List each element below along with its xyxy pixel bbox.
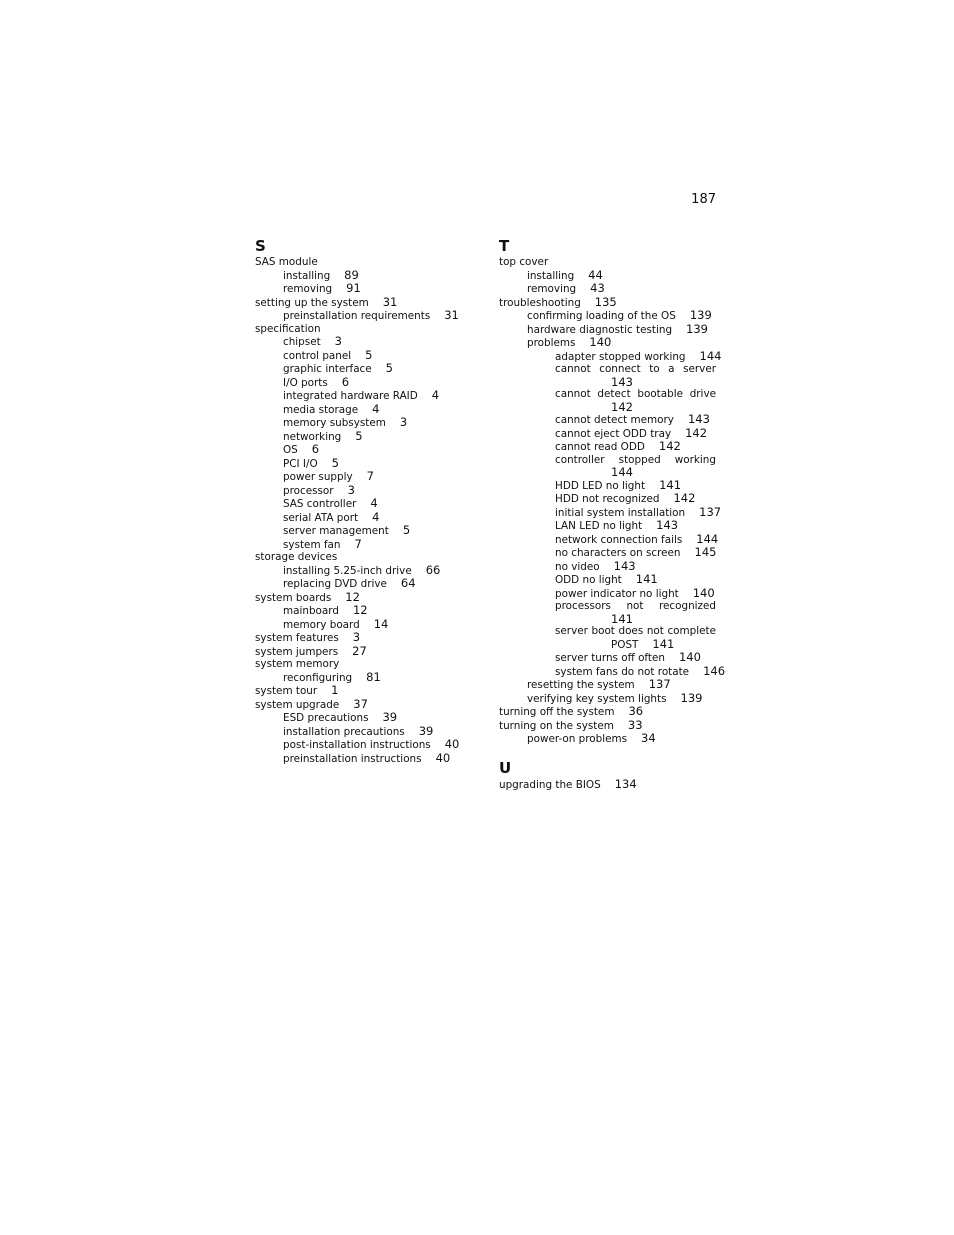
index-continuation xyxy=(555,638,716,652)
index-page-ref: 40 xyxy=(444,737,460,751)
index-entry xyxy=(499,388,716,413)
index-term: server management xyxy=(283,525,389,537)
index-page-ref: 5 xyxy=(331,455,339,470)
index-entry xyxy=(499,440,716,454)
index-continuation xyxy=(555,466,716,479)
index-term: setting up the system xyxy=(255,296,369,309)
index-term: initial system installation xyxy=(555,506,686,519)
index-page-ref: 4 xyxy=(372,509,380,524)
index-page-ref: 7 xyxy=(366,469,374,483)
index-page-ref: 12 xyxy=(345,589,360,604)
index-page-ref: 40 xyxy=(435,750,451,765)
index-entry xyxy=(255,631,480,645)
index-entry xyxy=(255,524,480,538)
index-page-ref: 144 xyxy=(611,465,633,479)
index-page-ref: 91 xyxy=(346,281,361,295)
index-page-ref: 5 xyxy=(355,428,363,443)
index-term: verifying key system lights xyxy=(527,692,667,705)
index-term: installation precautions xyxy=(283,725,405,738)
index-entry xyxy=(255,725,480,739)
index-entry xyxy=(255,752,480,766)
index-page-ref: 37 xyxy=(353,696,368,711)
index-term: cannot connect to a server xyxy=(555,363,716,375)
index-entry xyxy=(499,336,716,350)
section-letter-t: T xyxy=(499,237,510,255)
index-page-ref: 64 xyxy=(400,576,416,590)
index-page-ref: 140 xyxy=(678,650,701,664)
index-page-ref: 6 xyxy=(341,374,350,389)
index-term: system upgrade xyxy=(255,698,340,711)
index-entry xyxy=(499,309,716,323)
index-entry xyxy=(255,457,480,471)
index-page-ref: 141 xyxy=(635,572,658,586)
index-entry xyxy=(255,698,480,712)
index-term: network connection fails xyxy=(555,533,683,546)
index-page-ref: 81 xyxy=(366,669,381,684)
index-page-ref: 144 xyxy=(696,531,719,546)
index-entry xyxy=(499,651,716,665)
index-page-ref: 43 xyxy=(590,281,605,295)
index-term-continuation: POST xyxy=(611,638,639,651)
index-term: replacing DVD drive xyxy=(283,578,387,590)
index-page-ref: 4 xyxy=(372,401,380,416)
index-term: power-on problems xyxy=(527,733,628,745)
index-entry xyxy=(499,732,716,746)
index-term: post-installation instructions xyxy=(283,739,431,751)
index-term: cannot detect bootable drive xyxy=(555,388,716,400)
index-page-ref: 6 xyxy=(311,442,320,456)
index-term: system jumpers xyxy=(255,645,339,658)
index-entries-t xyxy=(499,256,726,746)
index-term: system memory xyxy=(255,658,340,670)
index-term: chipset xyxy=(283,336,321,348)
index-page-ref: 4 xyxy=(370,496,378,510)
index-term: memory subsystem xyxy=(283,417,386,429)
index-entry xyxy=(255,282,480,296)
index-entry xyxy=(255,349,480,363)
index-term: confirming loading of the OS xyxy=(527,310,676,322)
index-term: SAS controller xyxy=(283,498,357,510)
index-entry xyxy=(255,658,480,671)
index-term: removing xyxy=(527,283,577,295)
index-term: storage devices xyxy=(255,551,338,563)
index-entry xyxy=(255,538,480,552)
index-entry xyxy=(499,256,716,269)
index-entry xyxy=(499,519,716,533)
index-entry xyxy=(499,269,716,283)
index-entry xyxy=(255,443,480,457)
index-entry xyxy=(499,531,719,547)
index-term: adapter stopped working xyxy=(555,350,686,363)
index-term: cannot detect memory xyxy=(555,414,674,426)
index-entry xyxy=(255,711,480,725)
index-entry xyxy=(499,348,722,364)
index-page-ref: 142 xyxy=(673,491,696,505)
index-term: processors not recognized xyxy=(555,600,716,612)
index-entry xyxy=(255,645,480,659)
index-entry xyxy=(255,618,480,632)
index-page-ref: 142 xyxy=(658,439,681,453)
index-page-ref: 143 xyxy=(613,558,636,573)
index-page-ref: 5 xyxy=(402,523,411,537)
index-page-ref: 142 xyxy=(611,399,633,414)
index-term: problems xyxy=(527,337,576,349)
index-page-ref: 39 xyxy=(418,723,434,738)
index-page-ref: 31 xyxy=(382,294,398,309)
index-entry xyxy=(499,778,716,792)
index-page-ref: 3 xyxy=(347,482,355,497)
index-term: HDD not recognized xyxy=(555,493,660,505)
index-page-ref: 139 xyxy=(689,308,712,322)
index-page-ref: 141 xyxy=(611,611,633,626)
index-entry xyxy=(499,282,716,296)
index-term: server turns off often xyxy=(555,652,665,664)
index-term: reconfiguring xyxy=(283,671,353,684)
index-entry xyxy=(255,564,480,578)
index-page-ref: 146 xyxy=(703,663,726,678)
index-term: ESD precautions xyxy=(283,712,369,724)
index-term: processor xyxy=(283,484,334,497)
index-term: networking xyxy=(283,430,342,443)
index-entry xyxy=(499,719,716,733)
index-term: top cover xyxy=(499,256,549,268)
index-term: system fans do not rotate xyxy=(555,665,690,678)
index-term: PCI I/O xyxy=(283,457,318,470)
index-entry xyxy=(499,479,716,493)
index-page-ref: 12 xyxy=(352,603,368,617)
index-entry xyxy=(499,296,716,310)
index-page-ref: 33 xyxy=(627,717,643,732)
index-term: controller stopped working xyxy=(555,453,716,466)
index-page-ref: 44 xyxy=(588,267,603,282)
index-entry xyxy=(255,309,480,323)
index-page-ref: 7 xyxy=(354,536,362,551)
index-entry xyxy=(255,551,480,564)
index-page-ref: 4 xyxy=(431,388,440,402)
index-page-ref: 3 xyxy=(352,630,361,644)
index-term: OS xyxy=(283,444,298,456)
index-page-ref: 31 xyxy=(444,308,459,322)
index-page-ref: 139 xyxy=(680,690,703,705)
index-term: memory board xyxy=(283,618,360,631)
index-entry xyxy=(499,546,716,560)
index-entry xyxy=(499,587,716,601)
index-page-ref: 36 xyxy=(628,704,644,718)
index-term: server boot does not complete xyxy=(555,625,716,637)
index-entry xyxy=(255,362,480,376)
index-page-ref: 140 xyxy=(692,585,715,600)
index-entry xyxy=(255,416,480,430)
index-page-ref: 139 xyxy=(686,321,708,336)
section-letter-u: U xyxy=(499,758,512,777)
index-term: system features xyxy=(255,632,339,644)
index-term: no video xyxy=(555,560,600,573)
index-entry xyxy=(499,705,716,719)
index-entry xyxy=(255,511,480,525)
index-page-ref: 135 xyxy=(594,294,617,309)
index-entry xyxy=(255,738,480,752)
index-entry xyxy=(499,363,716,388)
index-term: turning on the system xyxy=(499,719,614,732)
index-page-ref: 27 xyxy=(352,643,367,658)
index-term: SAS module xyxy=(255,256,318,268)
index-page-ref: 143 xyxy=(611,374,633,389)
index-term: cannot read ODD xyxy=(555,441,645,453)
index-entry xyxy=(499,573,716,587)
index-entry xyxy=(255,403,480,417)
index-page-ref: 143 xyxy=(687,412,710,426)
index-entry xyxy=(499,504,722,520)
index-term: system fan xyxy=(283,538,341,551)
index-term: system boards xyxy=(255,591,332,604)
index-term: troubleshooting xyxy=(499,296,581,309)
index-page-ref: 5 xyxy=(385,361,393,375)
index-page-ref: 142 xyxy=(685,425,708,440)
index-page-ref: 39 xyxy=(382,710,398,724)
index-entry xyxy=(499,454,716,479)
index-page-ref: 14 xyxy=(373,616,389,631)
index-term: power supply xyxy=(283,471,353,483)
index-page-ref: 5 xyxy=(365,347,373,362)
index-term: control panel xyxy=(283,349,352,362)
index-column-right xyxy=(499,232,726,791)
index-entry xyxy=(499,323,716,337)
index-term: installing xyxy=(283,269,331,282)
index-page-ref: 141 xyxy=(659,477,682,492)
index-page-ref: 3 xyxy=(334,334,342,348)
index-term: specification xyxy=(255,322,321,335)
index-column-left xyxy=(255,232,480,765)
index-entry xyxy=(255,323,480,336)
index-entry xyxy=(499,413,716,427)
page-number: 187 xyxy=(691,192,716,207)
index-entry xyxy=(499,663,726,679)
index-entry xyxy=(255,484,480,498)
index-term: mainboard xyxy=(283,605,339,617)
index-page-ref: 1 xyxy=(331,683,339,697)
index-page-ref: 3 xyxy=(399,415,408,429)
index-entry xyxy=(499,492,716,506)
index-term: installing xyxy=(527,269,575,282)
index-term: preinstallation requirements xyxy=(283,310,431,322)
index-page-ref: 66 xyxy=(425,562,441,577)
index-term: cannot eject ODD tray xyxy=(555,427,672,440)
index-page-ref: 34 xyxy=(641,731,656,745)
index-entry xyxy=(255,604,480,618)
index-page-ref: 134 xyxy=(614,776,637,791)
index-term: resetting the system xyxy=(527,679,635,691)
index-entries-s xyxy=(255,256,480,765)
index-term: LAN LED no light xyxy=(555,520,643,532)
index-page-ref: 137 xyxy=(699,504,722,519)
index-entry xyxy=(255,269,480,283)
index-term: hardware diagnostic testing xyxy=(527,323,673,336)
index-term: installing 5.25-inch drive xyxy=(283,564,412,577)
index-continuation xyxy=(555,376,716,389)
index-term: HDD LED no light xyxy=(555,479,646,492)
index-page-ref: 143 xyxy=(656,518,679,532)
index-term: serial ATA port xyxy=(283,511,359,524)
index-term: upgrading the BIOS xyxy=(499,778,601,791)
index-page-ref: 144 xyxy=(699,348,722,363)
index-page-ref: 145 xyxy=(694,545,717,559)
index-entry xyxy=(255,591,480,605)
index-term: no characters on screen xyxy=(555,547,681,559)
index-term: system tour xyxy=(255,685,318,697)
index-entry xyxy=(499,600,716,625)
index-term: media storage xyxy=(283,403,359,416)
index-entry xyxy=(255,671,480,685)
index-continuation xyxy=(555,613,716,626)
index-entry xyxy=(255,430,480,444)
index-term: preinstallation instructions xyxy=(283,752,422,765)
index-entry xyxy=(255,335,480,349)
index-entry xyxy=(255,256,480,269)
index-page-ref: 141 xyxy=(652,636,675,651)
index-entry xyxy=(255,389,480,403)
index-entry xyxy=(499,692,716,706)
index-entry xyxy=(255,296,480,310)
index-entry xyxy=(499,678,716,692)
section-letter-s: S xyxy=(255,237,266,255)
index-entry xyxy=(255,376,480,390)
index-term: I/O ports xyxy=(283,376,328,389)
index-page-ref: 89 xyxy=(344,267,359,282)
index-page-ref: 140 xyxy=(589,335,612,349)
index-term: graphic interface xyxy=(283,363,372,375)
index-term: removing xyxy=(283,283,333,295)
index-entry xyxy=(499,560,716,574)
index-entry xyxy=(255,470,480,484)
index-entry xyxy=(255,497,480,511)
index-entry xyxy=(499,625,716,651)
index-entries-u xyxy=(499,778,716,792)
index-page-ref: 137 xyxy=(648,677,671,691)
index-term: ODD no light xyxy=(555,574,622,586)
index-term: integrated hardware RAID xyxy=(283,390,418,402)
index-term: turning off the system xyxy=(499,706,615,718)
index-term: power indicator no light xyxy=(555,587,679,600)
index-entry xyxy=(255,577,480,591)
index-entry xyxy=(499,427,716,441)
index-entry xyxy=(255,684,480,698)
